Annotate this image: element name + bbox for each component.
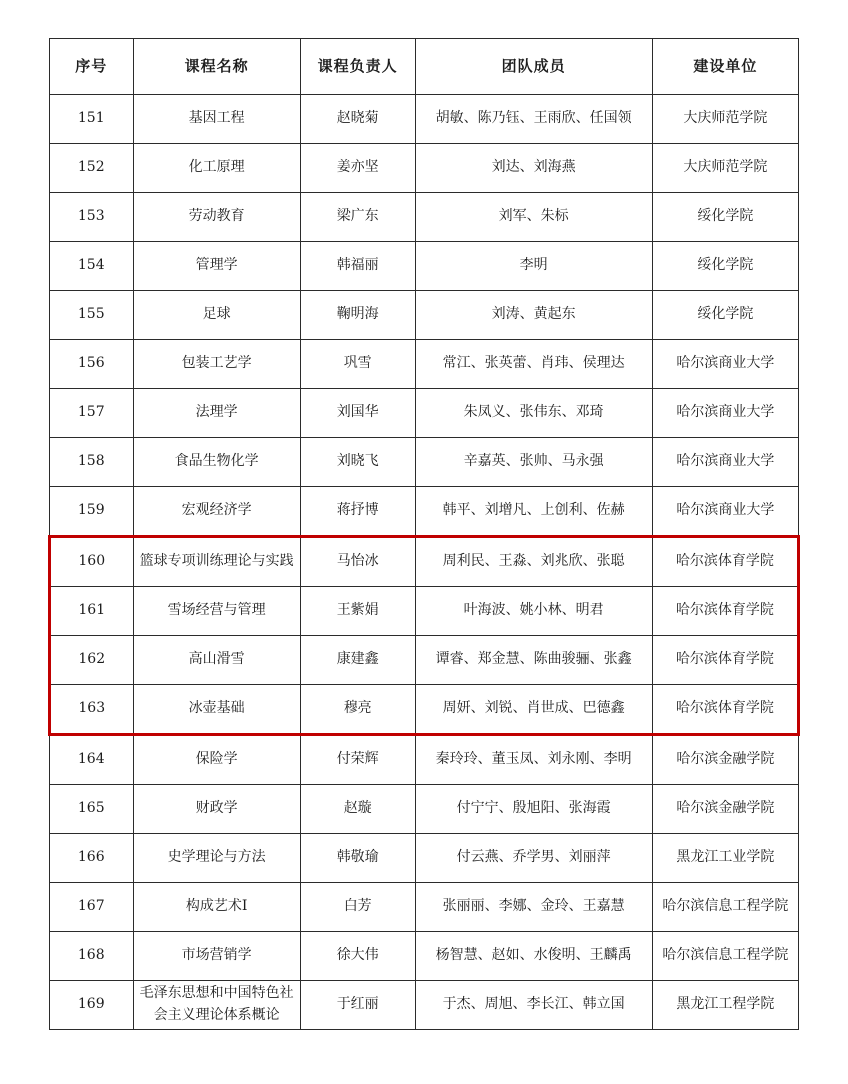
- cell-members: 谭睿、郑金慧、陈曲骏骊、张鑫: [415, 636, 652, 685]
- cell-members: 付云燕、乔学男、刘丽萍: [415, 834, 652, 883]
- table-row: [50, 487, 799, 537]
- cell-leader: 康建鑫: [300, 636, 415, 685]
- cell-members: 周妍、刘锐、肖世成、巴德鑫: [415, 685, 652, 735]
- cell-leader: 付荣辉: [300, 735, 415, 785]
- cell-leader: 赵晓菊: [300, 95, 415, 144]
- cell-course: 市场营销学: [133, 932, 300, 981]
- table-row: [50, 144, 799, 193]
- cell-members: 秦玲玲、董玉凤、刘永刚、李明: [415, 735, 652, 785]
- cell-leader: 徐大伟: [300, 932, 415, 981]
- cell-leader: 白芳: [300, 883, 415, 932]
- cell-unit: 哈尔滨信息工程学院: [652, 883, 798, 932]
- cell-course: 食品生物化学: [133, 438, 300, 487]
- cell-course: 化工原理: [133, 144, 300, 193]
- cell-leader: 巩雪: [300, 340, 415, 389]
- table-row: [50, 834, 799, 883]
- table-row: [50, 389, 799, 438]
- cell-course: 足球: [133, 291, 300, 340]
- column-header-members: 团队成员: [415, 39, 652, 95]
- cell-leader: 鞠明海: [300, 291, 415, 340]
- cell-members: 刘军、朱标: [415, 193, 652, 242]
- cell-no: 166: [50, 834, 134, 883]
- cell-unit: 大庆师范学院: [652, 144, 798, 193]
- cell-unit: 哈尔滨信息工程学院: [652, 932, 798, 981]
- cell-course: 高山滑雪: [133, 636, 300, 685]
- table-row: [50, 438, 799, 487]
- cell-course: 篮球专项训练理论与实践: [133, 537, 300, 587]
- table-row: [50, 340, 799, 389]
- cell-leader: 赵璇: [300, 785, 415, 834]
- cell-course: 雪场经营与管理: [133, 587, 300, 636]
- cell-leader: 姜亦坚: [300, 144, 415, 193]
- cell-members: 韩平、刘增凡、上创利、佐赫: [415, 487, 652, 537]
- table-row: [50, 291, 799, 340]
- cell-leader: 韩福丽: [300, 242, 415, 291]
- table-header-row: [50, 39, 799, 95]
- table-row: [50, 636, 799, 685]
- cell-no: 165: [50, 785, 134, 834]
- table-row: [50, 883, 799, 932]
- cell-course: 包装工艺学: [133, 340, 300, 389]
- cell-unit: 哈尔滨体育学院: [652, 636, 798, 685]
- cell-course: 财政学: [133, 785, 300, 834]
- cell-no: 157: [50, 389, 134, 438]
- cell-leader: 刘晓飞: [300, 438, 415, 487]
- table-row: [50, 95, 799, 144]
- cell-unit: 哈尔滨金融学院: [652, 785, 798, 834]
- cell-unit: 绥化学院: [652, 291, 798, 340]
- cell-no: 151: [50, 95, 134, 144]
- cell-leader: 刘国华: [300, 389, 415, 438]
- cell-members: 于杰、周旭、李长江、韩立国: [415, 981, 652, 1030]
- cell-no: 156: [50, 340, 134, 389]
- cell-leader: 于红丽: [300, 981, 415, 1030]
- cell-no: 162: [50, 636, 134, 685]
- cell-course: 构成艺术Ⅰ: [133, 883, 300, 932]
- cell-members: 胡敏、陈乃钰、王雨欣、任国领: [415, 95, 652, 144]
- cell-unit: 黑龙江工程学院: [652, 981, 798, 1030]
- column-header-course: 课程名称: [133, 39, 300, 95]
- cell-members: 常江、张英蕾、肖玮、侯理达: [415, 340, 652, 389]
- cell-course: 冰壶基础: [133, 685, 300, 735]
- cell-leader: 梁广东: [300, 193, 415, 242]
- column-header-leader: 课程负责人: [300, 39, 415, 95]
- table-head: [50, 39, 799, 95]
- cell-no: 155: [50, 291, 134, 340]
- cell-no: 163: [50, 685, 134, 735]
- table-row: [50, 981, 799, 1030]
- cell-members: 刘达、刘海燕: [415, 144, 652, 193]
- table-row: [50, 193, 799, 242]
- cell-no: 169: [50, 981, 134, 1030]
- cell-no: 168: [50, 932, 134, 981]
- cell-unit: 哈尔滨金融学院: [652, 735, 798, 785]
- cell-leader: 穆亮: [300, 685, 415, 735]
- cell-members: 李明: [415, 242, 652, 291]
- cell-course: 宏观经济学: [133, 487, 300, 537]
- cell-course: 保险学: [133, 735, 300, 785]
- cell-unit: 黑龙江工业学院: [652, 834, 798, 883]
- cell-members: 刘涛、黄起东: [415, 291, 652, 340]
- cell-leader: 马怡冰: [300, 537, 415, 587]
- table-row: [50, 537, 799, 587]
- cell-members: 朱凤义、张伟东、邓琦: [415, 389, 652, 438]
- table-row: [50, 242, 799, 291]
- table-row: [50, 685, 799, 735]
- cell-unit: 哈尔滨商业大学: [652, 438, 798, 487]
- cell-members: 杨智慧、赵如、水俊明、王麟禹: [415, 932, 652, 981]
- table-body: [50, 95, 799, 1030]
- cell-course: 毛泽东思想和中国特色社会主义理论体系概论: [133, 981, 300, 1030]
- cell-no: 161: [50, 587, 134, 636]
- cell-unit: 哈尔滨体育学院: [652, 685, 798, 735]
- cell-unit: 绥化学院: [652, 242, 798, 291]
- table-row: [50, 785, 799, 834]
- cell-course: 劳动教育: [133, 193, 300, 242]
- column-header-no: 序号: [50, 39, 134, 95]
- cell-unit: 哈尔滨体育学院: [652, 587, 798, 636]
- cell-no: 167: [50, 883, 134, 932]
- cell-unit: 哈尔滨商业大学: [652, 487, 798, 537]
- cell-no: 152: [50, 144, 134, 193]
- cell-no: 153: [50, 193, 134, 242]
- cell-members: 周利民、王淼、刘兆欣、张聪: [415, 537, 652, 587]
- table-row: [50, 587, 799, 636]
- cell-no: 164: [50, 735, 134, 785]
- cell-unit: 哈尔滨商业大学: [652, 389, 798, 438]
- table-row: [50, 735, 799, 785]
- cell-members: 张丽丽、李娜、金玲、王嘉慧: [415, 883, 652, 932]
- cell-no: 159: [50, 487, 134, 537]
- cell-unit: 大庆师范学院: [652, 95, 798, 144]
- cell-members: 叶海波、姚小林、明君: [415, 587, 652, 636]
- cell-course: 管理学: [133, 242, 300, 291]
- cell-unit: 哈尔滨体育学院: [652, 537, 798, 587]
- table-row: [50, 932, 799, 981]
- cell-leader: 韩敬瑜: [300, 834, 415, 883]
- course-table: [48, 38, 800, 1030]
- cell-members: 辛嘉英、张帅、马永强: [415, 438, 652, 487]
- cell-no: 160: [50, 537, 134, 587]
- cell-no: 158: [50, 438, 134, 487]
- cell-course: 基因工程: [133, 95, 300, 144]
- cell-unit: 绥化学院: [652, 193, 798, 242]
- cell-course: 法理学: [133, 389, 300, 438]
- column-header-unit: 建设单位: [652, 39, 798, 95]
- cell-no: 154: [50, 242, 134, 291]
- cell-members: 付宁宁、殷旭阳、张海霞: [415, 785, 652, 834]
- cell-leader: 蒋抒博: [300, 487, 415, 537]
- cell-leader: 王紫娟: [300, 587, 415, 636]
- cell-unit: 哈尔滨商业大学: [652, 340, 798, 389]
- cell-course: 史学理论与方法: [133, 834, 300, 883]
